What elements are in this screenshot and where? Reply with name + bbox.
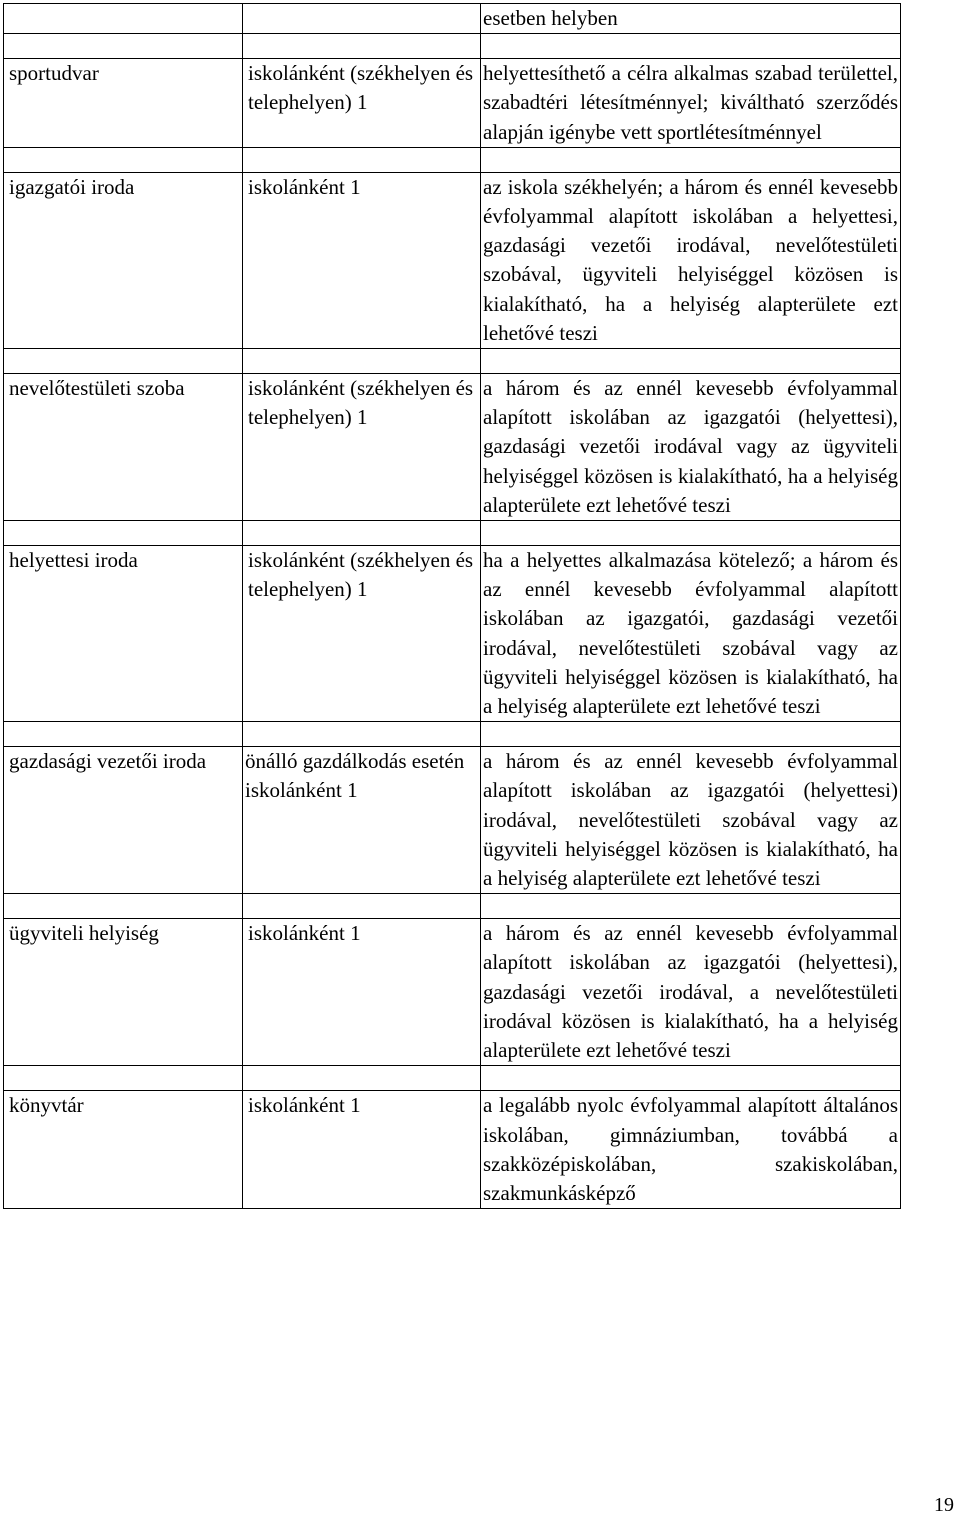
quantity-cell: iskolánként (székhelyen és telephelyen) 1 (243, 546, 481, 722)
quantity-cell: iskolánként (székhelyen és telephelyen) 1 (243, 59, 481, 148)
room-cell: ügyviteli helyiség (4, 919, 243, 1066)
note-cell: ha a helyettes alkalmazása kötelező; a három és az ennél kevesebb évfolyammal alapított iskolában az igazgatói, gazdasági vezetői irodával, nevelőtestületi szobával vagy az ügyviteli helyiséggel közösen is kialakítható, ha a helyiség alapterülete ezt lehetővé teszi (481, 546, 901, 722)
page-number: 19 (934, 1494, 954, 1516)
room-cell: sportudvar (4, 59, 243, 148)
room-cell: könyvtár (4, 1091, 243, 1209)
quantity-cell: iskolánként (székhelyen és telephelyen) 1 (243, 374, 481, 521)
note-cell: a legalább nyolc évfolyammal alapított általános iskolában, gimnáziumban, továbbá a szakközépiskolában, szakiskolában, szakmunkásképző (481, 1091, 901, 1209)
room-cell (4, 4, 243, 34)
room-cell: igazgatói iroda (4, 172, 243, 348)
table-row (4, 747, 901, 894)
note-cell: az iskola székhelyén; a három és ennél kevesebb évfolyammal alapított iskolában a helyettesi, gazdasági vezetői irodával, nevelőtestületi szobával, ügyviteli helyiséggel közösen is kialakítható, ha a helyiség alapterülete ezt lehetővé teszi (481, 172, 901, 348)
spacer-row (4, 722, 901, 747)
quantity-cell: iskolánként 1 (243, 1091, 481, 1209)
quantity-cell: iskolánként 1 (243, 919, 481, 1066)
spacer-row (4, 1066, 901, 1091)
note-cell: a három és az ennél kevesebb évfolyammal alapított iskolában az igazgatói (helyettesi) irodával, nevelőtestületi szobával vagy az ügyviteli helyiséggel közösen is kialakítható, ha a helyiség alapterülete ezt lehetővé teszi (481, 747, 901, 894)
room-cell: nevelőtestületi szoba (4, 374, 243, 521)
spacer-row (4, 521, 901, 546)
table-row (4, 919, 901, 1066)
rooms-table (3, 3, 901, 1209)
table-row (4, 172, 901, 348)
note-cell: helyettesíthető a célra alkalmas szabad területtel, szabadtéri létesítménnyel; kiváltható szerződés alapján igénybe vett sportlétesítménnyel (481, 59, 901, 148)
table-row (4, 546, 901, 722)
spacer-row (4, 34, 901, 59)
quantity-cell (243, 4, 481, 34)
quantity-cell: iskolánként 1 (243, 172, 481, 348)
note-cell: a három és az ennél kevesebb évfolyammal alapított iskolában az igazgatói (helyettesi), gazdasági vezetői irodával vagy az ügyviteli helyiséggel közösen is kialakítható, ha a helyiség alapterülete ezt lehetővé teszi (481, 374, 901, 521)
note-cell: esetben helyben (481, 4, 901, 34)
table-row (4, 1091, 901, 1209)
quantity-cell: önálló gazdálkodás esetén iskolánként 1 (243, 747, 481, 894)
spacer-row (4, 349, 901, 374)
spacer-row (4, 147, 901, 172)
spacer-row (4, 894, 901, 919)
room-cell: gazdasági vezetői iroda (4, 747, 243, 894)
note-cell: a három és az ennél kevesebb évfolyammal alapított iskolában az igazgatói (helyettesi), gazdasági vezetői irodával, a nevelőtestületi irodával közösen is kialakítható, ha a helyiség alapterülete ezt lehetővé teszi (481, 919, 901, 1066)
table-row (4, 4, 901, 34)
table-row (4, 59, 901, 148)
room-cell: helyettesi iroda (4, 546, 243, 722)
table-row (4, 374, 901, 521)
